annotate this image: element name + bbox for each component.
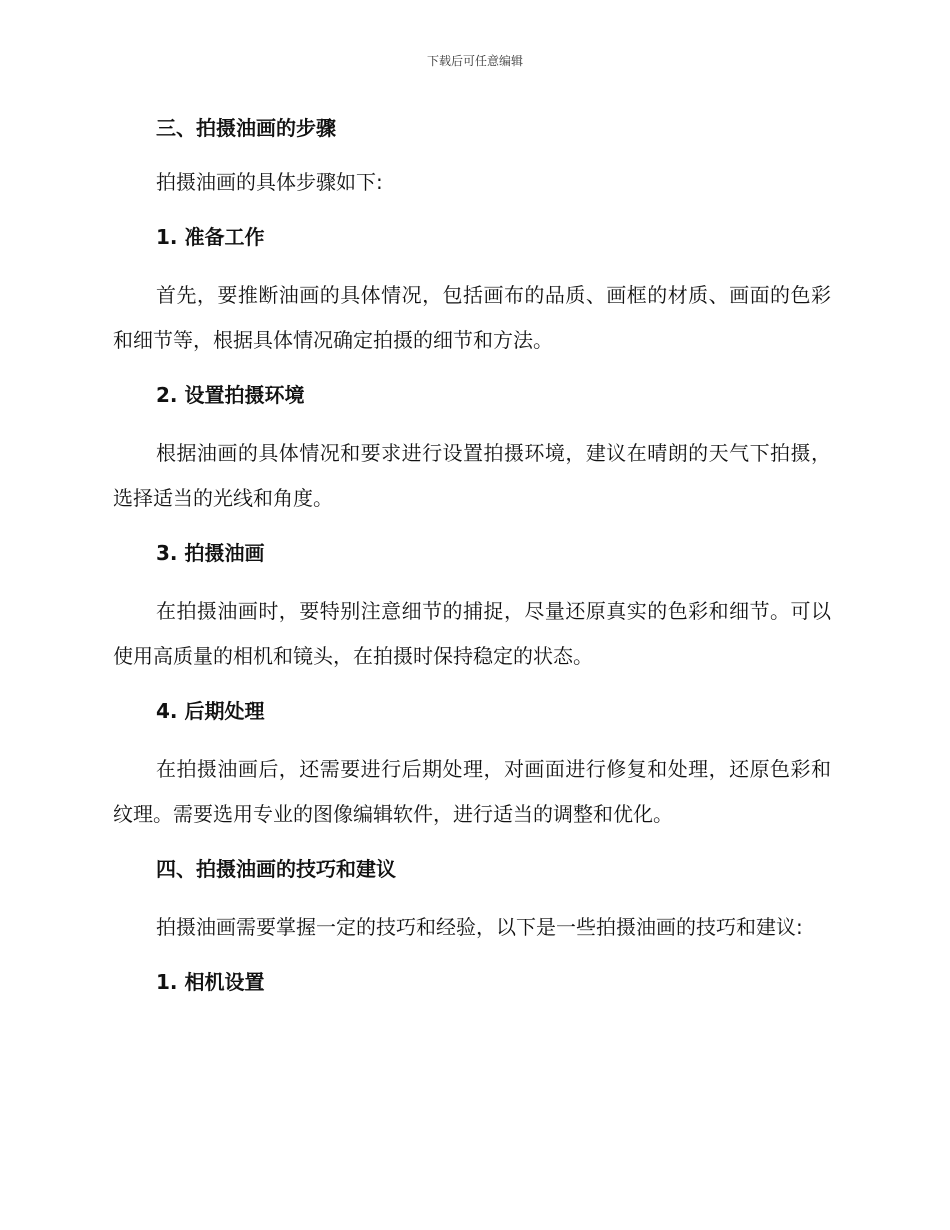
step-3-heading: 3. 拍摄油画 — [156, 541, 265, 565]
step-1-text: 首先，要推断油画的具体情况，包括画布的品质、画框的材质、画面的色彩和细节等，根据具体情况确定拍摄的细节和方法。 — [113, 283, 831, 352]
section-4-intro: 拍摄油画需要掌握一定的技巧和经验，以下是一些拍摄油画的技巧和建议: — [156, 915, 803, 939]
section-3-intro: 拍摄油画的具体步骤如下: — [156, 170, 383, 194]
step-2-text: 根据油画的具体情况和要求进行设置拍摄环境，建议在晴朗的天气下拍摄，选择适当的光线和角度。 — [113, 441, 831, 510]
step-4-text: 在拍摄油画后，还需要进行后期处理，对画面进行修复和处理，还原色彩和纹理。需要选用专业的图像编辑软件，进行适当的调整和优化。 — [113, 757, 831, 826]
step-1-heading: 1. 准备工作 — [156, 225, 265, 249]
step-3-text: 在拍摄油画时，要特别注意细节的捕捉，尽量还原真实的色彩和细节。可以使用高质量的相机和镜头，在拍摄时保持稳定的状态。 — [113, 599, 831, 668]
section-4-heading: 四、拍摄油画的技巧和建议 — [156, 857, 396, 881]
section-3-heading: 三、拍摄油画的步骤 — [156, 116, 336, 140]
step-4-heading: 4. 后期处理 — [156, 699, 265, 723]
header-note: 下载后可任意编辑 — [426, 54, 523, 68]
document-body — [113, 112, 831, 998]
step-2-heading: 2. 设置拍摄环境 — [156, 383, 305, 407]
section-4-sub1-heading: 1. 相机设置 — [156, 970, 265, 994]
